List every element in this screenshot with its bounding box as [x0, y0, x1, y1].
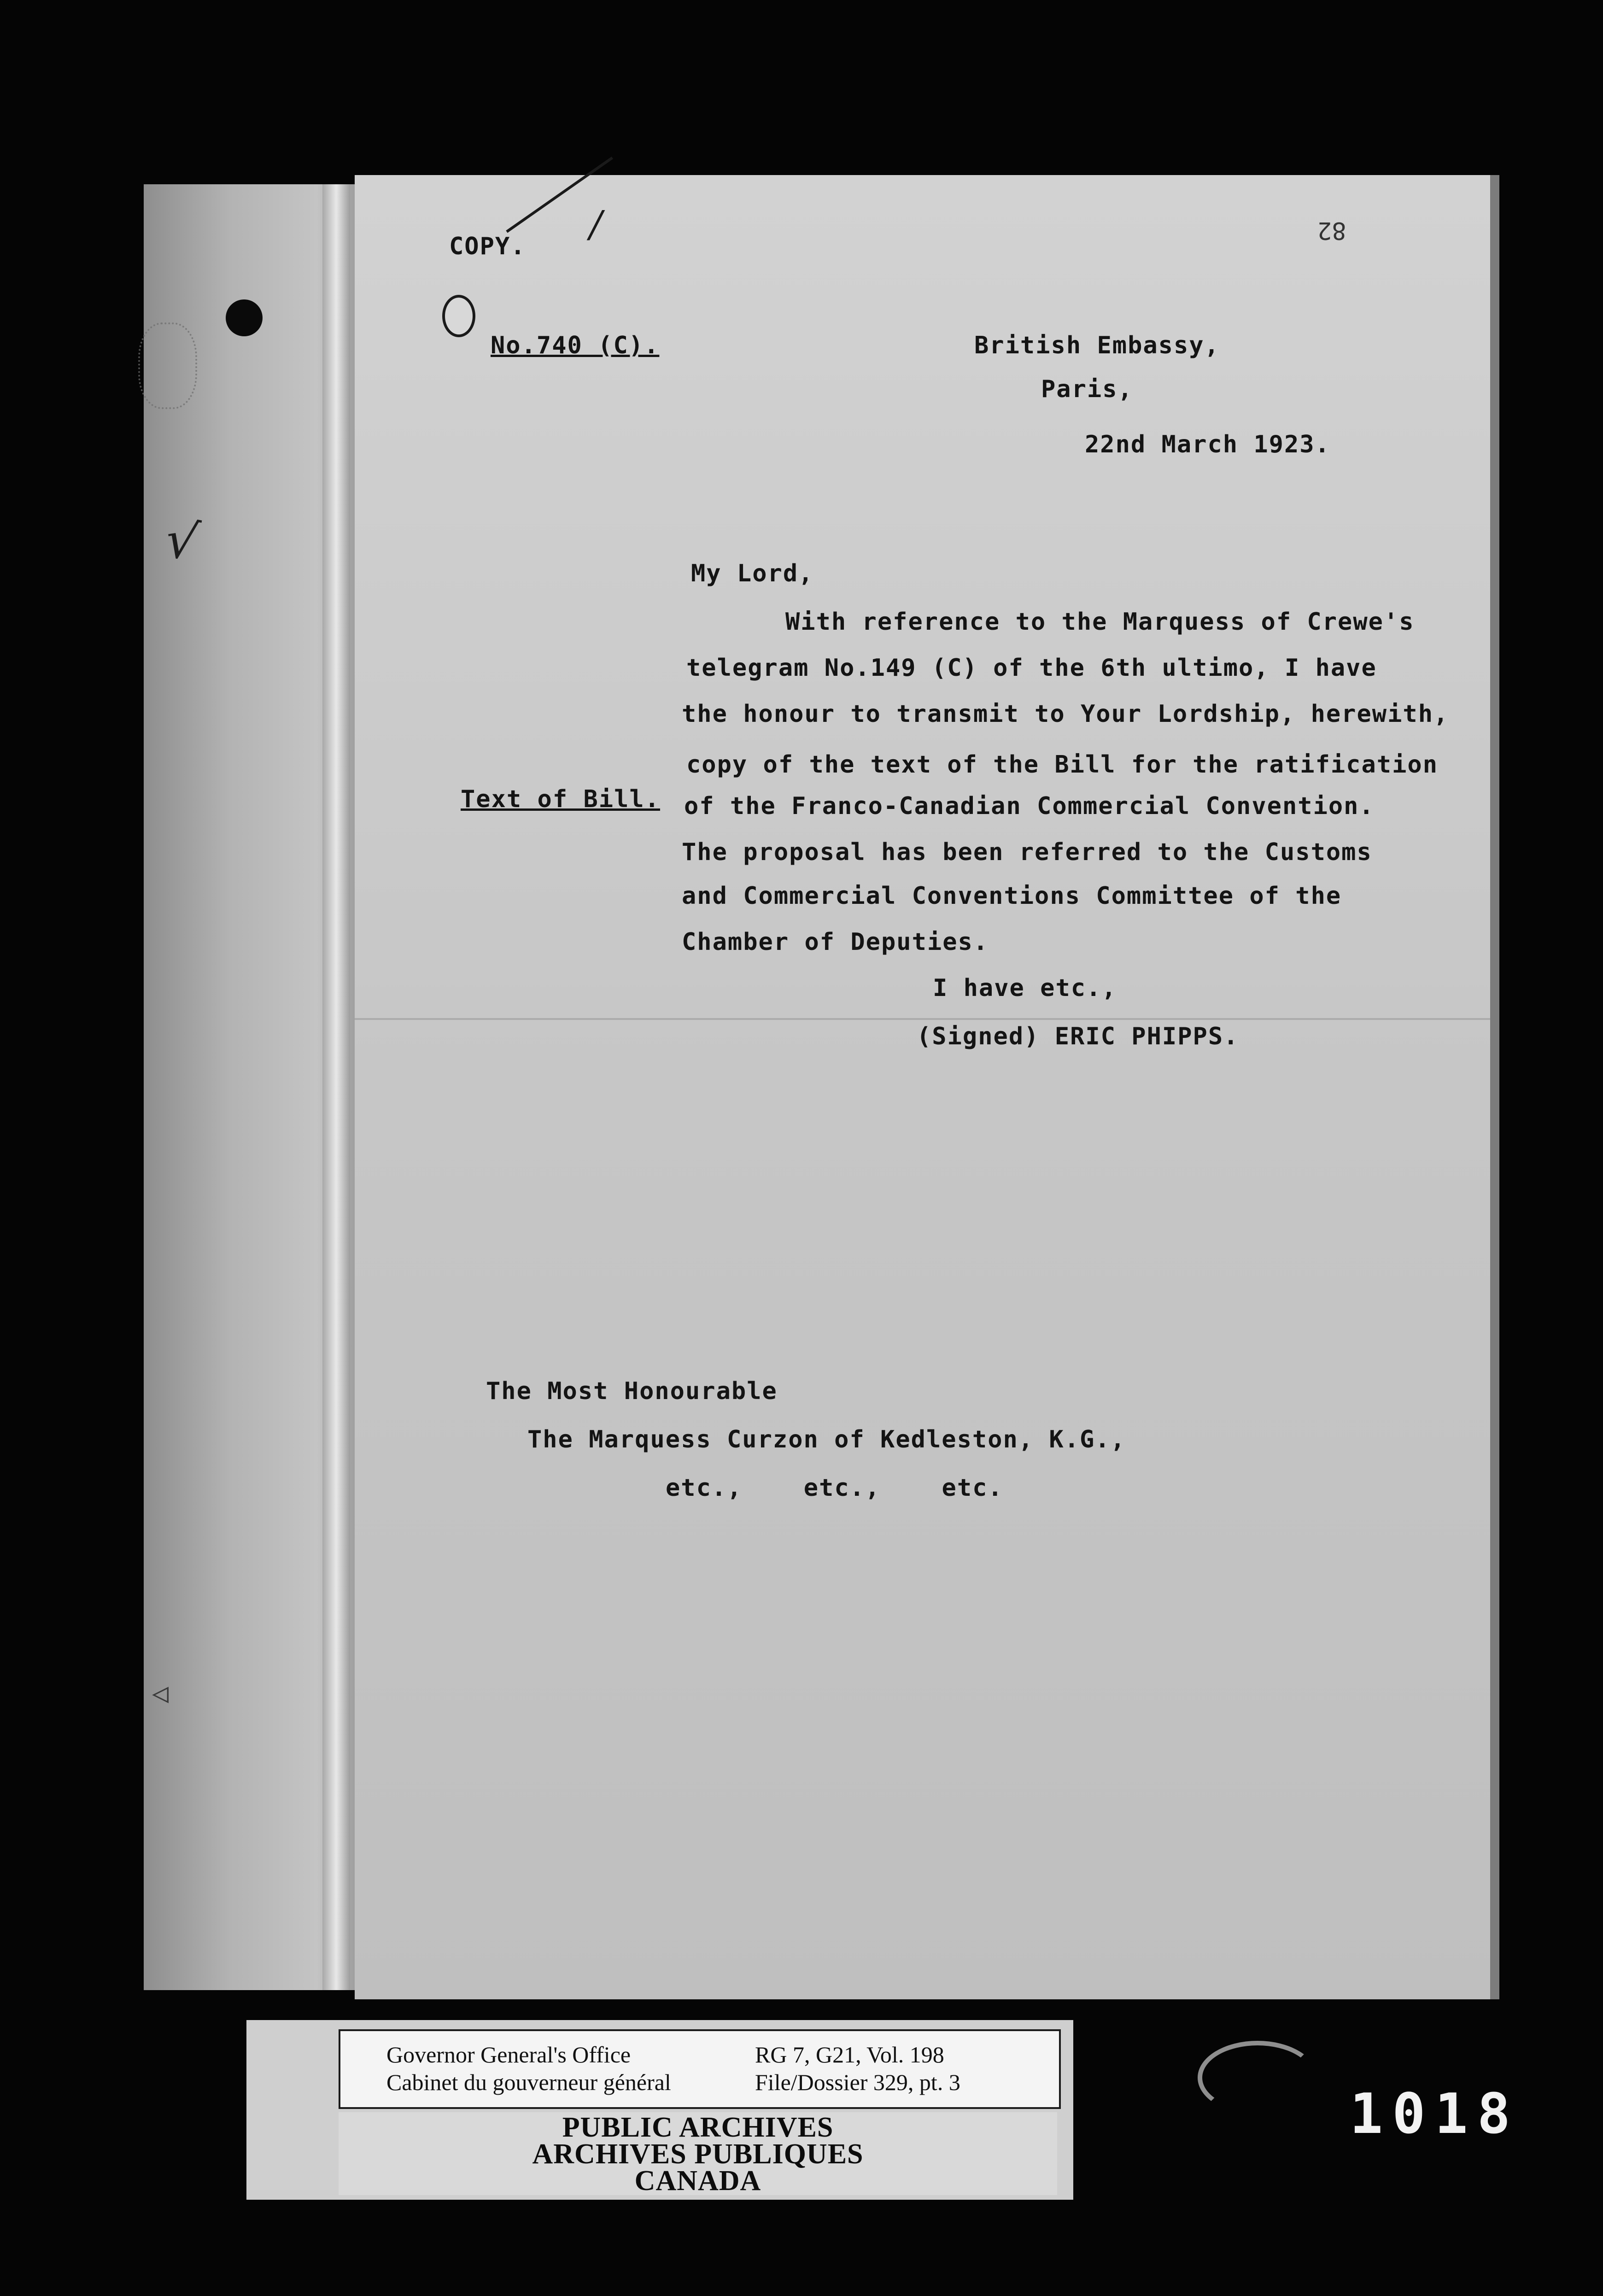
office-name-en: Governor General's Office — [386, 2042, 631, 2068]
margin-note: Text of Bill. — [461, 785, 660, 813]
recipient-line: etc., etc., etc. — [666, 1474, 1003, 1502]
page-number: 82 — [1317, 217, 1346, 244]
body-line: of the Franco-Canadian Commercial Convention. — [684, 792, 1375, 820]
pencil-mark: ◁ — [152, 1677, 169, 1709]
body-line: With reference to the Marquess of Crewe's — [785, 608, 1415, 636]
body-line: copy of the text of the Bill for the ratification — [686, 751, 1439, 779]
body-line: Chamber of Deputies. — [682, 928, 989, 956]
archives-line-fr: ARCHIVES PUBLIQUES — [532, 2138, 864, 2170]
archive-label-reference-box — [339, 2029, 1061, 2109]
recipient-line: The Most Honourable — [486, 1377, 778, 1405]
archives-line-en: PUBLIC ARCHIVES — [562, 2112, 834, 2143]
page-punch-hole — [442, 295, 475, 337]
record-group-reference: RG 7, G21, Vol. 198 — [755, 2042, 944, 2068]
body-line: telegram No.149 (C) of the 6th ultimo, I have — [686, 654, 1377, 682]
body-line: the honour to transmit to Your Lordship, herewith, — [682, 700, 1449, 728]
copy-pencil-mark: / — [590, 203, 602, 246]
page-fold-line — [355, 1018, 1490, 1020]
folder-edge — [322, 184, 350, 1990]
archive-label — [246, 2020, 1073, 2200]
address-line-embassy: British Embassy, — [974, 332, 1220, 359]
pencil-tick-mark: √ — [161, 509, 203, 573]
archive-label-stamp — [339, 2112, 1057, 2195]
body-line: The proposal has been referred to the Customs — [682, 838, 1372, 866]
salutation: My Lord, — [691, 560, 814, 587]
letter-date: 22nd March 1923. — [1085, 431, 1330, 458]
file-reference: File/Dossier 329, pt. 3 — [755, 2069, 960, 2095]
punch-hole — [226, 299, 263, 336]
office-name-fr: Cabinet du gouverneur général — [386, 2069, 671, 2095]
film-mark — [1198, 2041, 1317, 2114]
recipient-line: The Marquess Curzon of Kedleston, K.G., — [527, 1426, 1126, 1453]
signature: (Signed) ERIC PHIPPS. — [917, 1023, 1239, 1050]
closing: I have etc., — [933, 974, 1117, 1002]
copy-label: COPY. — [449, 233, 526, 260]
faded-stamp — [138, 322, 197, 409]
reference-number: No.740 (C). — [491, 332, 660, 359]
archives-line-country: CANADA — [634, 2165, 761, 2196]
body-line: and Commercial Conventions Committee of the — [682, 882, 1342, 910]
frame-number: 1018 — [1350, 2082, 1520, 2146]
address-line-city: Paris, — [1041, 375, 1133, 403]
